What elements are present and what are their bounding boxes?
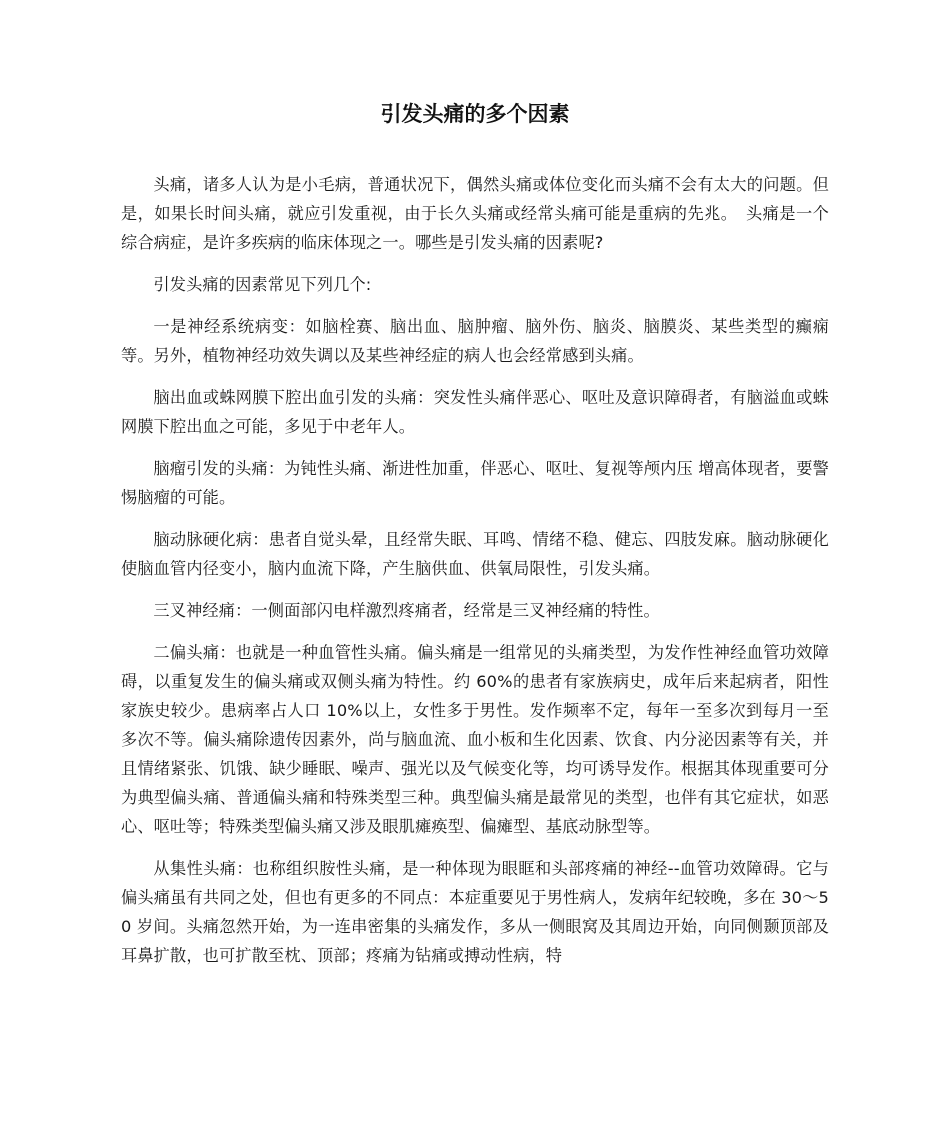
paragraph-cluster-headache: 从集性头痛：也称组织胺性头痛，是一种体现为眼眶和头部疼痛的神经--血管功效障碍。它与偏头痛虽有共同之处，但也有更多的不同点：本症重要见于男性病人，发病年纪较晚，多在 30～50 岁间。头痛忽然开始，为一连串密集的头痛发作，多从一侧眼窝及其周边开始，向同侧颞顶部及耳鼻扩散，也可扩散至枕、顶部；疼痛为钻痛或搏动性病，特	[121, 859, 829, 965]
paragraph-brain-tumor: 脑瘤引发的头痛：为钝性头痛、渐进性加重，伴恶心、呕吐、复视等颅内压 增高体现者，要警惕脑瘤的可能。	[121, 459, 829, 507]
document-title: 引发头痛的多个因素	[380, 102, 570, 126]
paragraph-cerebral-hemorrhage: 脑出血或蛛网膜下腔出血引发的头痛：突发性头痛伴恶心、呕吐及意识障碍者，有脑溢血或蛛网膜下腔出血之可能，多见于中老年人。	[121, 388, 829, 436]
paragraph-trigeminal-neuralgia: 三叉神经痛：一侧面部闪电样激烈疼痛者，经常是三叉神经痛的特性。	[153, 601, 660, 620]
paragraph-nervous-system: 一是神经系统病变：如脑栓赛、脑出血、脑肿瘤、脑外伤、脑炎、脑膜炎、某些类型的癫痫等。另外，植物神经功效失调以及某些神经症的病人也会经常感到头痛。	[121, 317, 829, 365]
paragraph-causes-heading: 引发头痛的因素常见下列几个:	[153, 275, 372, 294]
paragraph-intro: 头痛，诸多人认为是小毛病，普通状况下，偶然头痛或体位变化而头痛不会有太大的问题。但是，如果长时间头痛，就应引发重视，由于长久头痛或经常头痛可能是重病的先兆。 头痛是一个综合病症，是许多疾病的临床体现之一。哪些是引发头痛的因素呢?	[121, 175, 829, 252]
paragraph-migraine: 二偏头痛：也就是一种血管性头痛。偏头痛是一组常见的头痛类型，为发作性神经血管功效障碍，以重复发生的偏头痛或双侧头痛为特性。约 60%的患者有家族病史，成年后来起病者，阳性家族史较少。患病率占人口 10%以上，女性多于男性。发作频率不定，每年一至多次到每月一至多次不等。偏头痛除遗传因素外，尚与脑血流、血小板和生化因素、饮食、内分泌因素等有关，并且情绪紧张、饥饿、缺少睡眠、噪声、强光以及气候变化等，均可诱导发作。根据其体现重要可分为典型偏头痛、普通偏头痛和特殊类型三种。典型偏头痛是最常见的类型，也伴有其它症状，如恶心、呕吐等；特殊类型偏头痛又涉及眼肌瘫痪型、偏瘫型、基底动脉型等。	[121, 643, 829, 836]
paragraph-arteriosclerosis: 脑动脉硬化病：患者自觉头晕，且经常失眠、耳鸣、情绪不稳、健忘、四肢发麻。脑动脉硬化使脑血管内径变小，脑内血流下降，产生脑供血、供氧局限性，引发头痛。	[121, 530, 829, 578]
document-body	[121, 170, 829, 983]
